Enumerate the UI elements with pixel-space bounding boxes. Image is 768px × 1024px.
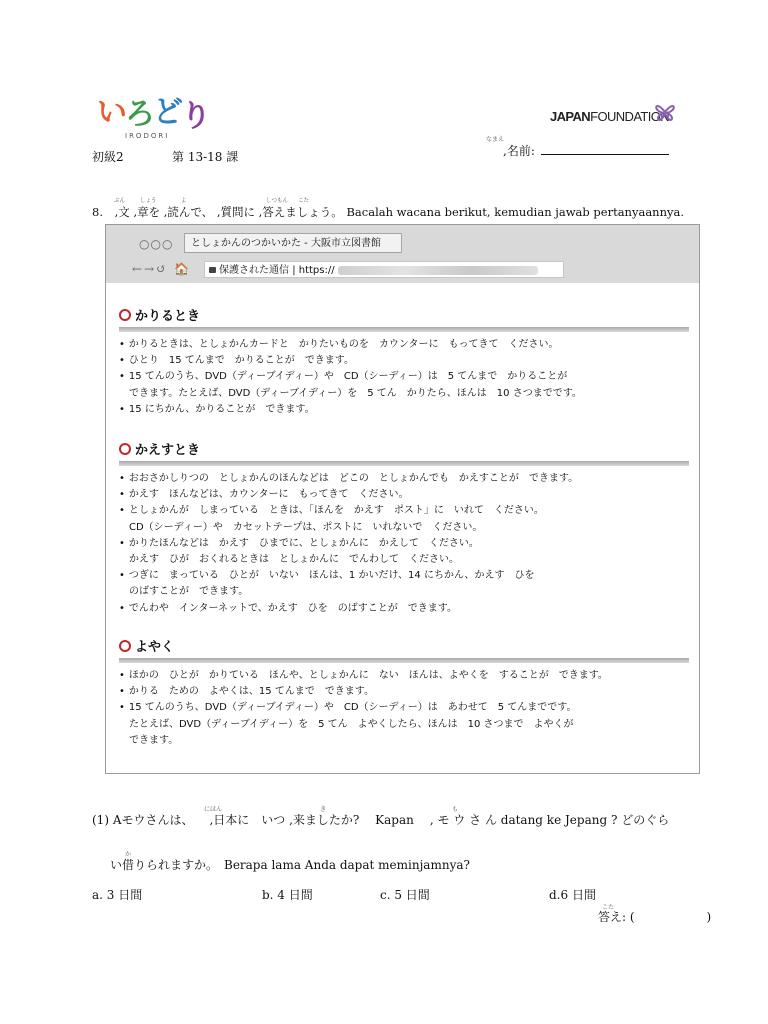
secure-label: 保護された通信	[219, 265, 289, 276]
option-d[interactable]: d.6 日間	[549, 888, 596, 902]
section-title: かりるとき	[135, 309, 201, 324]
section-returning	[119, 439, 689, 617]
ruby-shitsumon: しつもん	[266, 198, 289, 204]
lesson-range: 第 13-18 課	[172, 150, 239, 164]
name-field-line[interactable]	[541, 154, 669, 155]
section-line: • つぎに まっている ひとが いない ほんは、1 かいだけ、14 にちかん、かえす ひを	[119, 568, 689, 584]
section-line: • 15 てんのうち、DVD（ディーブイディー）や CD（シーディー）は 5 てんまで かりることが	[119, 369, 689, 385]
section-line: たとえば、DVD（ディーブイディー）を 5 てん よやくしたら、ほんは 10 さつまで よやくが	[129, 718, 574, 730]
ruby-mo: も	[452, 806, 459, 813]
svg-text:ど: ど	[153, 95, 183, 130]
section-reservation	[119, 636, 689, 749]
section-line: できます。	[129, 734, 179, 746]
circle-icon	[119, 443, 131, 455]
svg-text:ろ: ろ	[125, 97, 155, 132]
question-translation: Bacalah wacana berikut, kemudian jawab pertanyaannya.	[346, 205, 684, 219]
section-line: • 15 てんのうち、DVD（ディーブイディー）や CD（シーディー）は あわせて 5 てんまでです。	[119, 700, 689, 716]
course-level: 初級2	[92, 150, 124, 164]
section-borrowing	[119, 305, 689, 418]
japan-foundation-logo: JAPANFOUNDATION	[550, 97, 680, 131]
svg-text:IRODORI: IRODORI	[125, 132, 170, 140]
section-divider	[119, 461, 689, 466]
ruby-nihon: にほん	[204, 806, 223, 813]
option-b[interactable]: b. 4 日間	[262, 888, 313, 902]
name-ruby: なまえ	[486, 136, 505, 143]
section-line: かえす ひが おくれるときは としょかんに でんわして ください。	[129, 554, 459, 566]
section-line: できます。たとえば、DVD（ディーブイディー）を 5 てん かりたら、ほんは 10 さつまでです。	[129, 387, 582, 399]
section-line: • としょかんが しまっている ときは、「ほんを かえす ポスト」に いれて ください。	[119, 503, 689, 519]
nav-buttons[interactable]: ←→↺ 🏠	[132, 262, 191, 276]
ruby-ka: か	[125, 851, 132, 858]
answer-field[interactable]: 答え: ( )	[598, 910, 712, 924]
browser-chrome	[106, 225, 699, 283]
section-divider	[119, 327, 689, 332]
section-line: • ほかの ひとが かりている ほんや、としょかんに ない ほんは、よやくを することが できます。	[119, 668, 689, 684]
circle-icon	[119, 309, 131, 321]
butterfly-icon	[652, 97, 678, 127]
address-bar[interactable]	[204, 261, 564, 278]
section-line: • かりたほんなどは かえす ひまでに、としょかんに かえして ください。	[119, 536, 689, 552]
window-controls[interactable]: ○○○	[139, 237, 174, 251]
ruby-kota: こた	[298, 198, 310, 204]
section-line: • ひとり 15 てんまで かりることが できます。	[119, 353, 689, 369]
question-8	[92, 204, 684, 220]
ruby-shou: しょう	[140, 198, 157, 204]
section-line: • おおさかしりつの としょかんのほんなどは どこの としょかんでも かえすことが できます。	[119, 471, 689, 487]
svg-text:り: り	[181, 99, 210, 134]
section-line: • かりる ための よやくは、15 てんまで できます。	[119, 684, 689, 700]
question-text: ,文 ,章を ,読んで、 ,質問に ,答えましょう。	[114, 205, 343, 219]
question-number: 8.	[92, 205, 103, 219]
section-line: • かえす ほんなどは、カウンターに もってきて ください。	[119, 487, 689, 503]
section-title: よやく	[135, 640, 175, 655]
section-line: • でんわや インターネットで、かえす ひを のばすことが できます。	[119, 601, 689, 617]
section-line: CD（シーディー）や カセットテープは、ポストに いれないで ください。	[129, 521, 483, 533]
section-line: • 15 にちかん、かりることが できます。	[119, 402, 689, 418]
svg-text:い: い	[97, 95, 127, 130]
url-prefix: | https://	[292, 265, 335, 276]
circle-icon	[119, 640, 131, 652]
browser-window	[105, 224, 700, 774]
name-label: ,名前:	[503, 144, 535, 158]
option-c[interactable]: c. 5 日間	[380, 888, 430, 902]
option-a[interactable]: a. 3 日間	[92, 888, 143, 902]
ruby-yo: よ	[181, 198, 187, 204]
ruby-bun: ぶん	[114, 198, 126, 204]
browser-tab[interactable]: としょかんのつかいかた - 大阪市立図書館	[184, 233, 402, 253]
section-divider	[119, 658, 689, 663]
section-line: のばすことが できます。	[129, 586, 249, 598]
question-1-line-1: (1) Aモウさんは、 ,日本に いつ ,来ましたか? Kapan , モ ウ さ ん datang ke Jepang ? どのぐら	[92, 813, 670, 827]
section-title: かえすとき	[135, 443, 201, 458]
irodori-logo	[95, 86, 210, 142]
lock-icon	[209, 267, 216, 273]
ruby-ki: き	[320, 806, 327, 813]
blurred-url	[338, 266, 538, 275]
section-line: • かりるときは、としょかんカードと かりたいものを カウンターに もってきて ください。	[119, 337, 689, 353]
question-1-line-2: い借りられますか。 Berapa lama Anda dapat meminjamnya?	[110, 858, 470, 872]
answer-ruby: こた	[602, 904, 615, 911]
